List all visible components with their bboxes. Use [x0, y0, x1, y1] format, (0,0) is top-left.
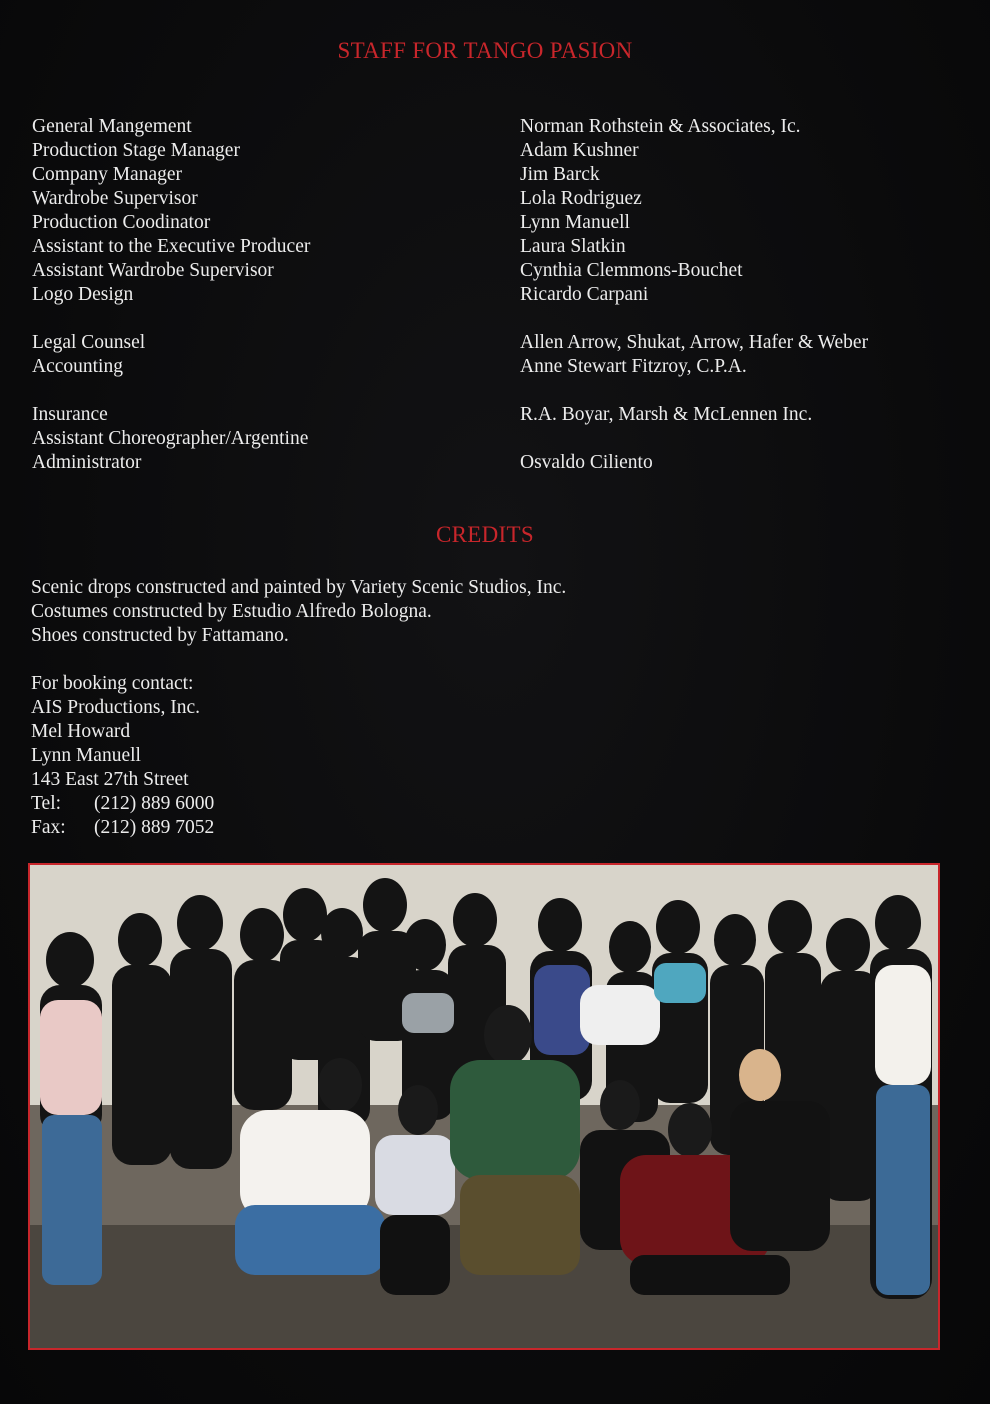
staff-row	[32, 331, 952, 355]
credits-heading: CREDITS	[436, 522, 534, 547]
staff-role: Accounting	[32, 356, 123, 377]
staff-name: Allen Arrow, Shukat, Arrow, Hafer & Weber	[520, 332, 869, 353]
staff-row	[32, 163, 952, 187]
staff-role: Production Stage Manager	[32, 140, 240, 161]
credits-section	[31, 576, 566, 840]
staff-name: Cynthia Clemmons-Bouchet	[520, 260, 743, 281]
staff-row	[32, 283, 952, 307]
staff-role: Wardrobe Supervisor	[32, 188, 198, 209]
staff-name: R.A. Boyar, Marsh & McLennen Inc.	[520, 404, 813, 425]
booking-intro: For booking contact:	[31, 673, 194, 694]
staff-row	[32, 355, 952, 379]
staff-heading: STAFF FOR TANGO PASION	[337, 38, 633, 63]
staff-row	[32, 187, 952, 211]
staff-name: Lola Rodriguez	[520, 188, 642, 209]
staff-name: Laura Slatkin	[520, 236, 626, 257]
staff-name: Jim Barck	[520, 164, 600, 185]
staff-row	[32, 235, 952, 259]
staff-role: Administrator	[32, 452, 142, 473]
staff-row	[32, 259, 952, 283]
group-photo-illustration	[30, 865, 938, 1348]
booking-contact-name: Lynn Manuell	[31, 745, 141, 766]
booking-contact-name: Mel Howard	[31, 721, 131, 742]
staff-row	[32, 139, 952, 163]
company-group-photo	[28, 863, 940, 1350]
staff-role: General Mangement	[32, 116, 192, 137]
booking-tel	[31, 792, 566, 816]
staff-role: Assistant Wardrobe Supervisor	[32, 260, 274, 281]
staff-name: Ricardo Carpani	[520, 284, 649, 305]
tel-label: Tel:	[31, 793, 62, 814]
booking-address: 143 East 27th Street	[31, 769, 189, 790]
credit-line: Scenic drops constructed and painted by Variety Scenic Studios, Inc.	[31, 577, 567, 598]
staff-name: Lynn Manuell	[520, 212, 630, 233]
tel-number: (212) 889 6000	[94, 793, 215, 814]
staff-name: Adam Kushner	[520, 140, 639, 161]
staff-row	[32, 115, 952, 139]
staff-name: Anne Stewart Fitzroy, C.P.A.	[520, 356, 747, 377]
staff-row	[32, 211, 952, 235]
credit-line: Shoes constructed by Fattamano.	[31, 625, 289, 646]
fax-number: (212) 889 7052	[94, 817, 215, 838]
staff-role: Assistant to the Executive Producer	[32, 236, 311, 257]
staff-role: Legal Counsel	[32, 332, 146, 353]
staff-role: Insurance	[32, 404, 108, 425]
staff-row	[32, 427, 952, 451]
fax-label: Fax:	[31, 817, 66, 838]
staff-row	[32, 403, 952, 427]
staff-list	[32, 115, 952, 475]
staff-role: Assistant Choreographer/Argentine	[32, 428, 309, 449]
staff-name: Osvaldo Ciliento	[520, 452, 653, 473]
booking-company: AIS Productions, Inc.	[31, 697, 200, 718]
booking-contact	[31, 672, 566, 840]
staff-role: Company Manager	[32, 164, 183, 185]
booking-fax	[31, 816, 566, 840]
staff-role: Production Coodinator	[32, 212, 211, 233]
staff-name: Norman Rothstein & Associates, Ic.	[520, 116, 801, 137]
staff-row	[32, 451, 952, 475]
credit-line: Costumes constructed by Estudio Alfredo Bologna.	[31, 601, 432, 622]
staff-role: Logo Design	[32, 284, 134, 305]
